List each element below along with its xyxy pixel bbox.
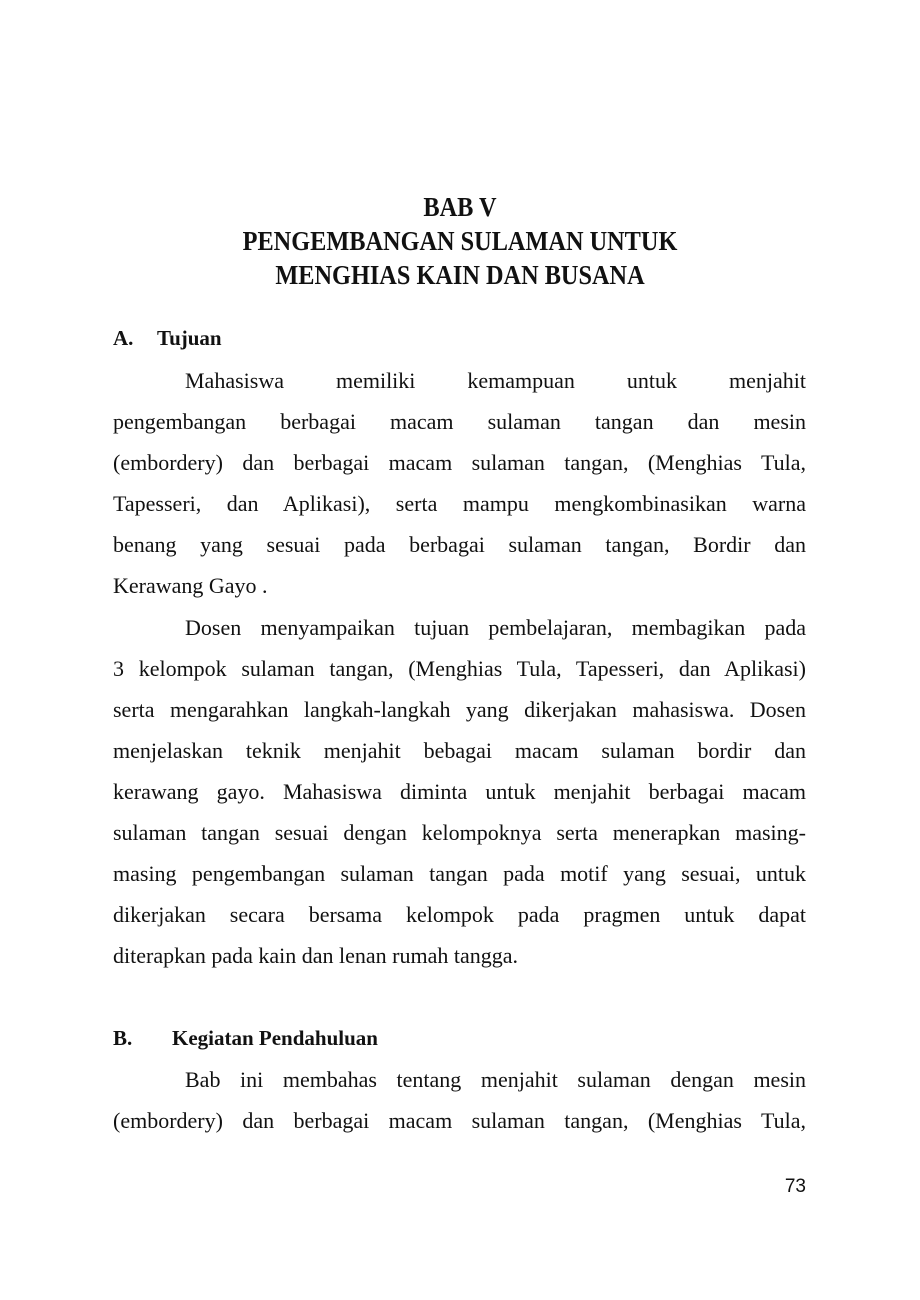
text-line: pengembangan berbagai macam sulaman tangan dan mesin (113, 409, 806, 434)
text-line: sulaman tangan sesuai dengan kelompoknya serta menerapkan masing- (113, 820, 806, 845)
text-line: (embordery) dan berbagai macam sulaman tangan, (Menghias Tula, (113, 1108, 806, 1133)
chapter-title-line-2: MENGHIAS KAIN DAN BUSANA (275, 260, 645, 290)
text-line: benang yang sesuai pada berbagai sulaman tangan, Bordir dan (113, 532, 806, 557)
text-line: diterapkan pada kain dan lenan rumah tangga. (113, 943, 519, 968)
text-line: dikerjakan secara bersama kelompok pada pragmen untuk dapat (113, 902, 806, 927)
text-line: Tapesseri, dan Aplikasi), serta mampu mengkombinasikan warna (113, 491, 806, 516)
chapter-title-line-1: PENGEMBANGAN SULAMAN UNTUK (242, 226, 678, 256)
paragraph-pendahuluan-1 (113, 1059, 806, 1141)
section-heading-a (113, 326, 222, 351)
text-line: kerawang gayo. Mahasiswa diminta untuk menjahit berbagai macam (113, 779, 806, 804)
page-number: 73 (784, 1176, 806, 1197)
text-line: Mahasiswa memiliki kemampuan untuk menjahit (185, 368, 806, 393)
paragraph-tujuan-1 (113, 360, 806, 606)
chapter-number: BAB V (423, 192, 497, 222)
text-line: (embordery) dan berbagai macam sulaman tangan, (Menghias Tula, (113, 450, 806, 475)
text-line: masing pengembangan sulaman tangan pada motif yang sesuai, untuk (113, 861, 806, 886)
text-line: menjelaskan teknik menjahit bebagai macam sulaman bordir dan (113, 738, 806, 763)
text-line: Kerawang Gayo . (113, 573, 268, 598)
text-line: Dosen menyampaikan tujuan pembelajaran, membagikan pada (185, 615, 806, 640)
section-heading-b (113, 1026, 378, 1051)
text-line: Bab ini membahas tentang menjahit sulaman dengan mesin (185, 1067, 806, 1092)
section-letter: A. (113, 326, 134, 350)
section-title: Tujuan (157, 326, 222, 350)
chapter-title (46, 190, 874, 292)
section-title: Kegiatan Pendahuluan (172, 1026, 378, 1050)
text-line: 3 kelompok sulaman tangan, (Menghias Tula, Tapesseri, dan Aplikasi) (113, 656, 806, 681)
paragraph-tujuan-2 (113, 607, 806, 976)
section-letter: B. (113, 1026, 133, 1050)
text-line: serta mengarahkan langkah-langkah yang dikerjakan mahasiswa. Dosen (113, 697, 806, 722)
